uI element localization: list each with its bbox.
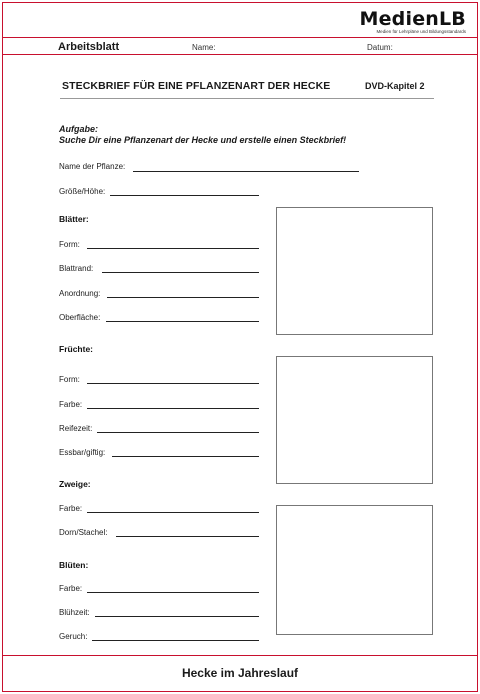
blossoms-color-label: Farbe: [59, 584, 83, 593]
blossoms-smell-label: Geruch: [59, 632, 88, 641]
fruits-drawing-box[interactable] [276, 356, 433, 484]
fruits-color-line[interactable] [87, 408, 259, 409]
fruits-ripening-line[interactable] [97, 432, 259, 433]
blossoms-drawing-box[interactable] [276, 505, 433, 635]
header-bottom-rule [2, 54, 478, 55]
logo-tagline: Medien für Lehrpläne und Bildungsstandards [376, 29, 466, 34]
blossoms-smell-line[interactable] [92, 640, 259, 641]
plant-name-line[interactable] [133, 171, 359, 172]
leaves-arrangement-label: Anordnung: [59, 289, 101, 298]
branches-color-label: Farbe: [59, 504, 83, 513]
blossoms-time-line[interactable] [95, 616, 259, 617]
logo-name: MedienLB [359, 8, 466, 30]
title-rule [60, 98, 434, 99]
fruits-color-label: Farbe: [59, 400, 83, 409]
task-heading: Aufgabe: [59, 124, 98, 134]
blossoms-time-label: Blühzeit: [59, 608, 90, 617]
worksheet-label: Arbeitsblatt [58, 41, 120, 53]
blossoms-color-line[interactable] [87, 592, 259, 593]
fruits-ripening-label: Reifezeit: [59, 424, 93, 433]
fruits-form-label: Form: [59, 375, 80, 384]
branches-thorn-label: Dorn/Stachel: [59, 528, 108, 537]
header-top-rule [2, 37, 478, 38]
fruits-form-line[interactable] [87, 383, 259, 384]
footer-rule [2, 655, 478, 656]
fruits-edibility-label: Essbar/giftig: [59, 448, 106, 457]
leaves-edge-line[interactable] [102, 272, 259, 273]
footer-title: Hecke im Jahreslauf [181, 666, 299, 680]
leaves-form-line[interactable] [87, 248, 259, 249]
leaves-surface-label: Oberfläche: [59, 313, 101, 322]
medienlb-logo [359, 8, 466, 34]
fruits-edibility-line[interactable] [112, 456, 259, 457]
leaves-drawing-box[interactable] [276, 207, 433, 335]
branches-thorn-line[interactable] [116, 536, 259, 537]
branches-heading: Zweige: [59, 479, 91, 489]
chapter-label: DVD-Kapitel 2 [365, 81, 425, 91]
leaves-form-label: Form: [59, 240, 80, 249]
leaves-heading: Blätter: [59, 214, 89, 224]
blossoms-heading: Blüten: [59, 560, 89, 570]
leaves-surface-line[interactable] [106, 321, 259, 322]
plant-name-label: Name der Pflanze: [59, 162, 126, 171]
name-label: Name: [192, 43, 216, 52]
size-label: Größe/Höhe: [59, 187, 106, 196]
page-title: STECKBRIEF FÜR EINE PFLANZENART DER HECKE [62, 80, 331, 92]
date-label: Datum: [367, 43, 393, 52]
task-text: Suche Dir eine Pflanzenart der Hecke und erstelle einen Steckbrief! [59, 135, 347, 145]
leaves-arrangement-line[interactable] [107, 297, 259, 298]
size-line[interactable] [110, 195, 259, 196]
branches-color-line[interactable] [87, 512, 259, 513]
fruits-heading: Früchte: [59, 344, 93, 354]
leaves-edge-label: Blattrand: [59, 264, 94, 273]
